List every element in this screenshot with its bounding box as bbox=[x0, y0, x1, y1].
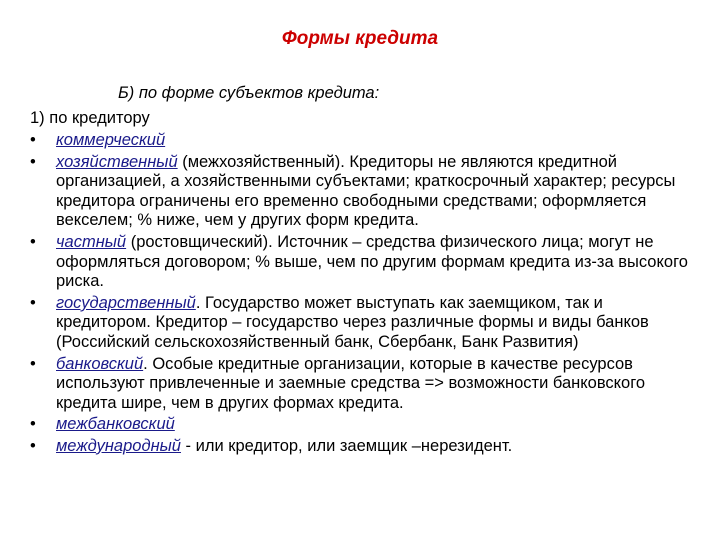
bullet-icon: • bbox=[30, 152, 36, 171]
list-item bbox=[30, 131, 700, 151]
list-item bbox=[30, 415, 700, 435]
bullet-icon: • bbox=[30, 232, 36, 251]
slide-title: Формы кредита bbox=[281, 28, 439, 49]
item-text: - или кредитор, или заемщик –нерезидент. bbox=[180, 436, 513, 455]
term-interbank: межбанковский bbox=[56, 415, 175, 434]
term-commercial: коммерческий bbox=[56, 131, 166, 149]
term-international: международный bbox=[56, 436, 181, 455]
list-item bbox=[30, 294, 700, 353]
item-text: (межхозяйственный). Кредиторы не являются кредитной организацией, а хозяйственными субъектами; краткосрочный характер; ресурсы кредитора ограничены его временно свободными средствами; оформляется векселем; % ниже, чем у других форм кредита. bbox=[56, 152, 676, 230]
term-state: государственный bbox=[56, 293, 196, 312]
bullet-icon: • bbox=[30, 293, 36, 312]
bullet-icon: • bbox=[30, 354, 36, 373]
list-item bbox=[30, 355, 700, 414]
item-text: . Государство может выступать как заемщиком, так и кредитором. Кредитор – государство через различные формы и виды банков (Российский сельскохозяйственный банк, Сбербанк, Банк Развития) bbox=[56, 293, 649, 351]
list-item bbox=[30, 153, 700, 231]
item-text: . Особые кредитные организации, которые в качестве ресурсов используют привлеченные и заемные средства => возможности банковского кредита шире, чем в других формах кредита. bbox=[56, 354, 646, 412]
bullet-icon: • bbox=[30, 415, 36, 434]
credit-forms-list bbox=[30, 131, 700, 459]
bullet-icon: • bbox=[30, 131, 36, 149]
slide-subtitle: Б) по форме субъектов кредита: bbox=[118, 84, 380, 102]
term-bank: банковский bbox=[56, 354, 144, 373]
list-item bbox=[30, 233, 700, 292]
bullet-icon: • bbox=[30, 436, 36, 455]
item-text: (ростовщический). Источник – средства физического лица; могут не оформляться договором; % выше, чем по другим формам кредита из-за высокого риска. bbox=[56, 232, 688, 291]
intro-line: 1) по кредитору bbox=[30, 109, 150, 127]
term-economic: хозяйственный bbox=[56, 152, 178, 171]
list-item bbox=[30, 437, 700, 457]
term-private: частный bbox=[56, 232, 127, 251]
